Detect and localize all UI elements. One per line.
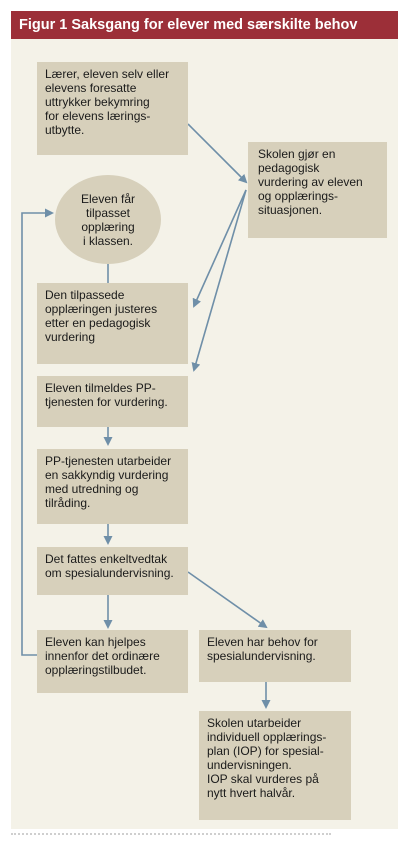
arrow-decision-to-special: [188, 572, 266, 627]
arrow-assessment-to-adjusted: [194, 190, 246, 306]
node-school-assessment: Skolen gjør en pedagogisk vurdering av eleven og opplærings- situasjonen.: [248, 142, 387, 238]
node-special-needs: Eleven har behov for spesialundervisning.: [199, 630, 351, 682]
arrow-concern-to-assessment: [188, 124, 246, 182]
node-adjusted-teaching: Den tilpassede opplæringen justeres etter en pedagogisk vurdering: [37, 283, 188, 364]
node-ppt-referral: Eleven tilmeldes PP- tjenesten for vurdering.: [37, 376, 188, 427]
node-expert-assessment: PP-tjenesten utarbeider en sakkyndig vurdering med utredning og tilråding.: [37, 449, 188, 524]
node-adapted-teaching: Eleven får tilpasset opplæring i klassen.: [55, 175, 161, 264]
node-ordinary-help: Eleven kan hjelpes innenfor det ordinære opplæringstilbudet.: [37, 630, 188, 693]
node-iop: Skolen utarbeider individuell opplærings- plan (IOP) for spesial- undervisningen. IOP skal vurderes på nytt hvert halvår.: [199, 711, 351, 820]
node-teacher-concern: Lærer, eleven selv eller elevens foresatte uttrykker bekymring for elevens lærings- utbytte.: [37, 62, 188, 155]
figure-title: Figur 1 Saksgang for elever med særskilte behov: [11, 11, 398, 39]
arrow-assessment-to-ppt: [194, 190, 246, 370]
footer-rule: [11, 833, 331, 839]
node-individual-decision: Det fattes enkeltvedtak om spesialundervisning.: [37, 547, 188, 595]
